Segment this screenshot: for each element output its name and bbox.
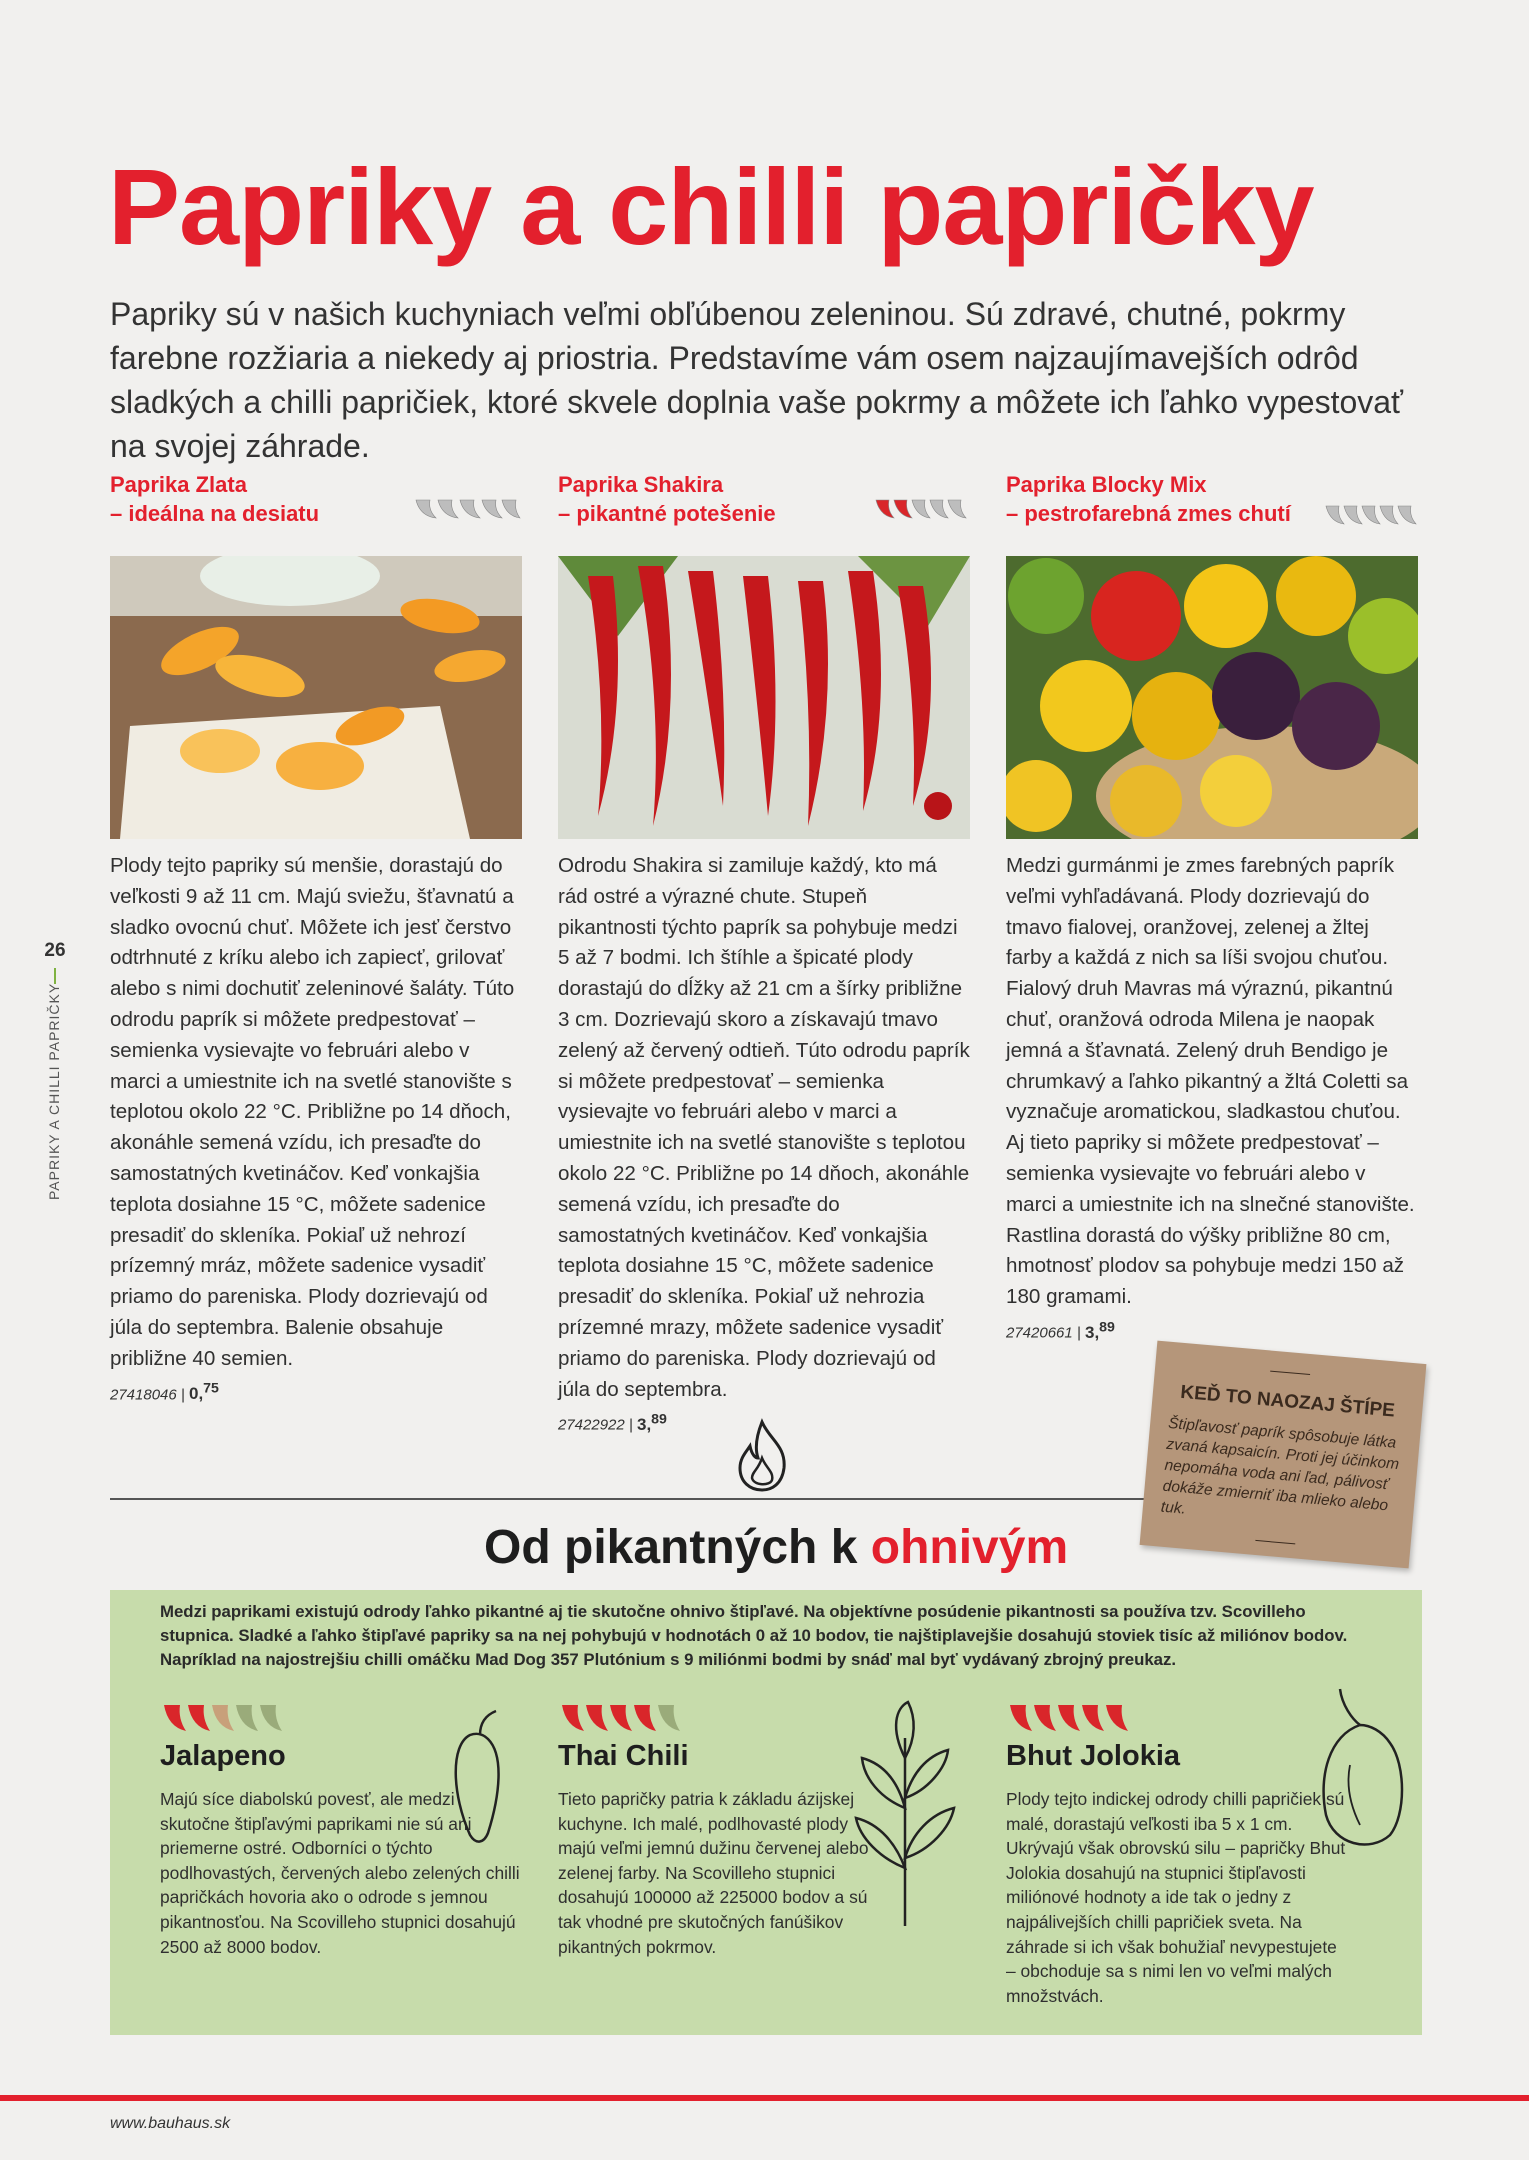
- paprika-zlata-photo: [110, 556, 522, 839]
- product-description: Plody tejto papriky sú menšie, dorastajú do veľkosti 9 až 11 cm. Majú sviežu, šťavnatú a sladko ovocnú chuť. Môžete ich jesť čerstvo odtrhnuté z kríku alebo ich zapiecť, grilovať alebo s nimi dochutiť zeleninové šaláty. Túto odrodu paprík si môžete predpestovať – semienka vysievajte vo februári alebo v marci a umiestnite ich na svetlé stanovište s teplotou okolo 22 °C. Približne po 14 dňoch, akonáhle semená vzídu, ich presaďte do samostatných kvetináčov. Keď vonkajšia teplota dosiahne 15 °C, môžete sadenice presadiť do skleníka. Pokiaľ už nehrozí prízemný mráz, môžete sadenice vysadiť priamo do pareniska. Plody dozrievajú od júla do septembra. Balenie obsahuje približne 40 semien.: [110, 854, 515, 1370]
- heat-rating-icon: [412, 492, 522, 522]
- bhut-jolokia-illustration: [1310, 1685, 1410, 1855]
- heat-scale-box: [110, 1590, 1422, 2035]
- paprika-shakira-photo: [558, 556, 970, 839]
- product-title: Paprika Shakira – pikantné potešenie: [558, 472, 776, 526]
- heat-rating-icon: [872, 492, 970, 522]
- footer-url[interactable]: www.bauhaus.sk: [110, 2115, 231, 2132]
- footer-line: [0, 2095, 1529, 2101]
- price: 3,89: [636, 1411, 667, 1434]
- variety-thai-chili: [558, 1695, 888, 1959]
- product-code: 27422922 | 3,89: [558, 1411, 667, 1434]
- product-code: 27420661 | 3,89: [1006, 1318, 1115, 1342]
- heat-rating-icon: [160, 1695, 305, 1735]
- product-blocky-mix: [1006, 470, 1418, 1343]
- product-code: 27418046 | 0,75: [110, 1380, 219, 1404]
- chili-plant-illustration: [850, 1698, 960, 1928]
- hot-tip-note: [1140, 1341, 1427, 1569]
- product-zlata: [110, 470, 522, 1404]
- variety-name: Bhut Jolokia: [1006, 1740, 1181, 1772]
- flame-icon: [730, 1418, 794, 1494]
- product-description: Medzi gurmánmi je zmes farebných paprík veľmi vyhľadávaná. Plody dozrievajú do tmavo fialovej, oranžovej, zelenej a žltej farby a každá z nich sa líši svojou chuťou. Fialový druh Mavras má výraznú, pikantnú chuť, oranžová odroda Milena je naopak jemná a šťavnatá. Zelený druh Bendigo je chrumkavý a ľahko pikantný a žltá Coletti sa vyznačuje aromatickou, sladkastou chuťou. Aj tieto papriky si môžete predpestovať – semienka vysievajte vo februári alebo v marci a umiestnite ich na slnečné stanovište. Rastlina dorastá do výšky približne 80 cm, hmotnosť plodov sa pohybuje medzi 150 až 180 gramami.: [1006, 854, 1415, 1309]
- variety-name: Thai Chili: [558, 1740, 689, 1772]
- heat-rating-icon: [558, 1695, 703, 1735]
- side-divider: [54, 968, 56, 984]
- intro-text: Papriky sú v našich kuchyniach veľmi obľúbenou zeleninou. Sú zdravé, chutné, pokrmy farebne rozžiaria a niekedy aj priostria. Predstavíme vám osem najzaujímavejších odrôd sladkých a chilli papričiek, ktoré skvele doplnia vaše pokrmy a môžete ich ľahko vypestovať na svojej záhrade.: [110, 296, 1404, 464]
- product-description: Odrodu Shakira si zamiluje každý, kto má rád ostré a výrazné chute. Stupeň pikantnosti týchto paprík sa pohybuje medzi 5 až 7 bodmi. Ich štíhle a špicaté plody dorastajú do dĺžky až 21 cm a šírky približne 3 cm. Dozrievajú skoro a získavajú tmavo zelený až červený odtieň. Túto odrodu paprík si môžete predpestovať – semienka vysievajte vo februári alebo v marci a umiestnite ich na svetlé stanovište s teplotou okolo 22 °C. Približne po 14 dňoch, akonáhle semená vzídu, ich presaďte do samostatných kvetináčov. Keď vonkajšia teplota dosiahne 15 °C, môžete sadenice presadiť do skleníka. Pokiaľ už nehrozia prízemné mrazy, môžete sadenice vysadiť priamo do pareniska. Plody dozrievajú od júla do septembra.: [558, 854, 970, 1401]
- product-title: Paprika Zlata – ideálna na desiatu: [110, 472, 320, 526]
- jalapeno-illustration: [440, 1705, 520, 1850]
- price: 0,75: [188, 1380, 219, 1404]
- variety-bhut-jolokia: [1006, 1695, 1346, 2008]
- section-divider: [110, 1498, 1150, 1500]
- note-text: Štipľavosť paprík spôsobuje látka zvaná kapsaicín. Proti jej účinkom nepomáha voda ani ľad, pálivosť dokáže zmierniť iba mlieko alebo tuk.: [1160, 1414, 1400, 1518]
- variety-text: Plody tejto indickej odrody chilli papričiek sú malé, dorastajú veľkosti iba 5 x 1 cm. Ukrývajú však obrovskú silu – papričky Bhut Jolokia dosahujú na stupnici štipľavosti miliónové hodnoty a ide tak o jedny z najpálivejších chilli papričiek sveta. Na záhrade si ich však bohužiaľ nevypestujete – obchoduje sa s nimi len vo veľmi malých množstvách.: [1006, 1789, 1346, 2006]
- product-title: Paprika Blocky Mix – pestrofarebná zmes chutí: [1006, 472, 1291, 526]
- note-title: KEĎ TO NAOZAJ ŠTÍPE: [1179, 1381, 1396, 1422]
- variety-text: Majú síce diabolskú povesť, ale medzi skutočne štipľavými paprikami nie sú ani priemerne ostré. Odborníci o týchto podlhovastých, červených alebo zelených chilli papričkách hovoria ako o odrode s jemnou pikantnosťou. Na Scovilleho stupnici dosahujú 2500 až 8000 bodov.: [160, 1789, 520, 1957]
- variety-text: Tieto papričky patria k základu ázijskej kuchyne. Ich malé, podlhovasté plody majú veľmi jemnú dužinu červenej alebo zelenej farby. Na Scovilleho stupnici dosahujú 100000 až 225000 bodov a sú tak vhodné pre skutočných fanúšikov pikantných pokrmov.: [558, 1789, 869, 1957]
- heat-rating-icon: [1006, 1695, 1151, 1735]
- section-title: Od pikantných k ohnivým: [484, 1521, 1069, 1574]
- variety-name: Jalapeno: [160, 1740, 286, 1772]
- page-number: 26: [44, 940, 66, 961]
- heat-rating-icon: [1322, 498, 1418, 528]
- section-label: PAPRIKY A CHILLI PAPRIČKY: [46, 982, 62, 1200]
- price: 3,89: [1084, 1318, 1115, 1342]
- product-shakira: [558, 470, 970, 1435]
- scoville-intro: Medzi paprikami existujú odrody ľahko pikantné aj tie skutočne ohnivo štipľavé. Na objektívne posúdenie pikantnosti sa používa tzv. Scovilleho stupnica. Sladké a ľahko štipľavé papriky sa na nej pohybujú v hodnotách 0 až 10 bodov, tie najštiplavejšie dosahujú stoviek tisíc až miliónov bodov. Napríklad na najostrejšiu chilli omáčku Mad Dog 357 Plutónium s 9 miliónmi bodmi by snáď mal byť vydávaný zbrojný preukaz.: [160, 1602, 1348, 1669]
- page-title: Papriky a chilli papričky: [108, 146, 1314, 267]
- side-label: [40, 940, 70, 1210]
- paprika-blocky-mix-photo: [1006, 556, 1418, 839]
